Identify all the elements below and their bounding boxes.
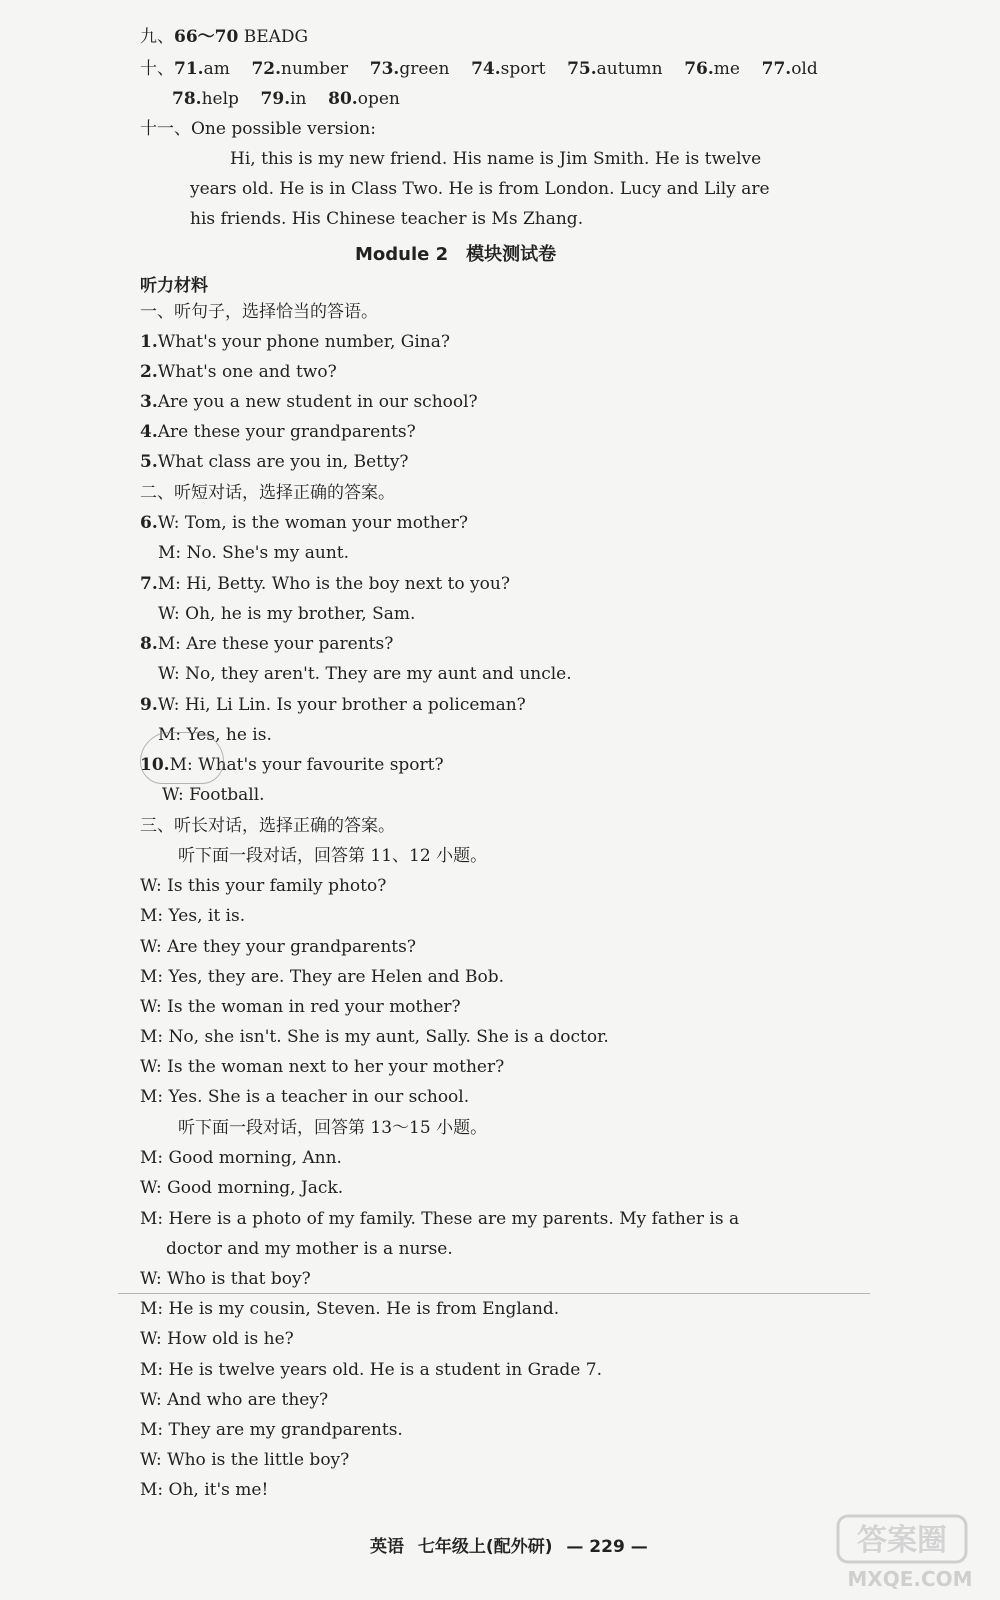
divider xyxy=(118,1293,870,1294)
section-10-answers-row-2 xyxy=(172,88,400,110)
part-3-title: 三、听长对话，选择正确的答案。 xyxy=(140,816,395,836)
section-9-answer: BEADG xyxy=(243,27,309,47)
dialog-line: M: He is twelve years old. He is a student in Grade 7. xyxy=(140,1360,602,1380)
footer-subject: 英语 xyxy=(370,1537,404,1557)
essay-line: Hi, this is my new friend. His name is Jim Smith. He is twelve xyxy=(230,149,762,169)
footer-grade: 七年级上(配外研) xyxy=(417,1537,553,1557)
answer-item: 71.am xyxy=(174,59,230,79)
list-item: 1.What's your phone number, Gina? xyxy=(140,332,450,352)
dialog-line: W: No, they aren't. They are my aunt and uncle. xyxy=(158,664,572,684)
list-item: 9.W: Hi, Li Lin. Is your brother a policeman? xyxy=(140,695,526,715)
dialog-line: M: Here is a photo of my family. These are my parents. My father is a xyxy=(140,1209,740,1229)
section-9-range: 66～70 xyxy=(174,27,239,47)
answer-item: 77.old xyxy=(761,59,818,79)
dialog-intro: 听下面一段对话，回答第 11、12 小题。 xyxy=(178,846,488,866)
dialog-line: M: No. She's my aunt. xyxy=(158,543,350,563)
answer-item: 80.open xyxy=(328,89,400,109)
list-item: 2.What's one and two? xyxy=(140,362,337,382)
dialog-intro: 听下面一段对话，回答第 13～15 小题。 xyxy=(178,1118,488,1138)
dialog-line: W: Who is that boy? xyxy=(140,1269,311,1289)
watermark-logo xyxy=(836,1512,986,1592)
dialog-line: doctor and my mother is a nurse. xyxy=(166,1239,453,1259)
dialog-line: M: Yes, they are. They are Helen and Bob. xyxy=(140,967,505,987)
dialog-line: M: Yes, he is. xyxy=(158,725,272,745)
page-footer xyxy=(370,1532,656,1557)
dialog-line: M: Oh, it's me! xyxy=(140,1480,269,1500)
dialog-line: M: He is my cousin, Steven. He is from England. xyxy=(140,1299,560,1319)
list-item: 8.M: Are these your parents? xyxy=(140,634,394,654)
section-11-header xyxy=(140,118,376,140)
dialog-line: W: Is the woman in red your mother? xyxy=(140,997,461,1017)
dialog-line: M: Yes. She is a teacher in our school. xyxy=(140,1087,470,1107)
answer-item: 76.me xyxy=(684,59,740,79)
part-2-title: 二、听短对话，选择正确的答案。 xyxy=(140,483,395,503)
list-item: 6.W: Tom, is the woman your mother? xyxy=(140,513,469,533)
section-11-label: One possible version: xyxy=(191,119,376,139)
listening-title: 听力材料 xyxy=(140,276,208,296)
answer-item: 74.sport xyxy=(471,59,546,79)
watermark-text-bottom: MXQE.COM xyxy=(847,1567,973,1591)
dialog-line: W: Football. xyxy=(162,785,265,805)
answer-item: 75.autumn xyxy=(567,59,663,79)
section-11-prefix: 十一、 xyxy=(140,119,191,139)
answer-item: 79.in xyxy=(260,89,307,109)
dialog-line: W: Are they your grandparents? xyxy=(140,937,416,957)
list-item: 4.Are these your grandparents? xyxy=(140,422,416,442)
dialog-line: W: Oh, he is my brother, Sam. xyxy=(158,604,416,624)
stamp-mark xyxy=(140,732,224,784)
list-item: 7.M: Hi, Betty. Who is the boy next to you? xyxy=(140,574,510,594)
answer-item: 72.number xyxy=(251,59,349,79)
section-9-answers xyxy=(140,26,308,48)
section-10-prefix: 十、 xyxy=(140,59,174,79)
dialog-line: W: And who are they? xyxy=(140,1390,329,1410)
watermark-text-top: 答案圈 xyxy=(857,1523,947,1558)
essay-line: his friends. His Chinese teacher is Ms Zhang. xyxy=(190,209,584,229)
dialog-line: M: Yes, it is. xyxy=(140,906,246,926)
dialog-line: M: Good morning, Ann. xyxy=(140,1148,342,1168)
list-item: 5.What class are you in, Betty? xyxy=(140,452,409,472)
list-item: 3.Are you a new student in our school? xyxy=(140,392,478,412)
dialog-line: M: They are my grandparents. xyxy=(140,1420,403,1440)
page-number: — 229 — xyxy=(566,1537,648,1557)
dialog-line: M: No, she isn't. She is my aunt, Sally. She is a doctor. xyxy=(140,1027,609,1047)
dialog-line: W: Who is the little boy? xyxy=(140,1450,350,1470)
section-9-prefix: 九、 xyxy=(140,27,174,47)
module-title: Module 2 模块测试卷 xyxy=(355,244,557,265)
answer-item: 78.help xyxy=(172,89,239,109)
answer-item: 73.green xyxy=(369,59,450,79)
section-10-answers-row-1 xyxy=(140,58,818,80)
dialog-line: W: Is the woman next to her your mother? xyxy=(140,1057,505,1077)
dialog-line: W: How old is he? xyxy=(140,1329,294,1349)
essay-line: years old. He is in Class Two. He is from London. Lucy and Lily are xyxy=(190,179,770,199)
part-1-title: 一、听句子，选择恰当的答语。 xyxy=(140,302,378,322)
dialog-line: W: Is this your family photo? xyxy=(140,876,387,896)
dialog-line: W: Good morning, Jack. xyxy=(140,1178,344,1198)
list-item: 10.M: What's your favourite sport? xyxy=(140,755,444,775)
